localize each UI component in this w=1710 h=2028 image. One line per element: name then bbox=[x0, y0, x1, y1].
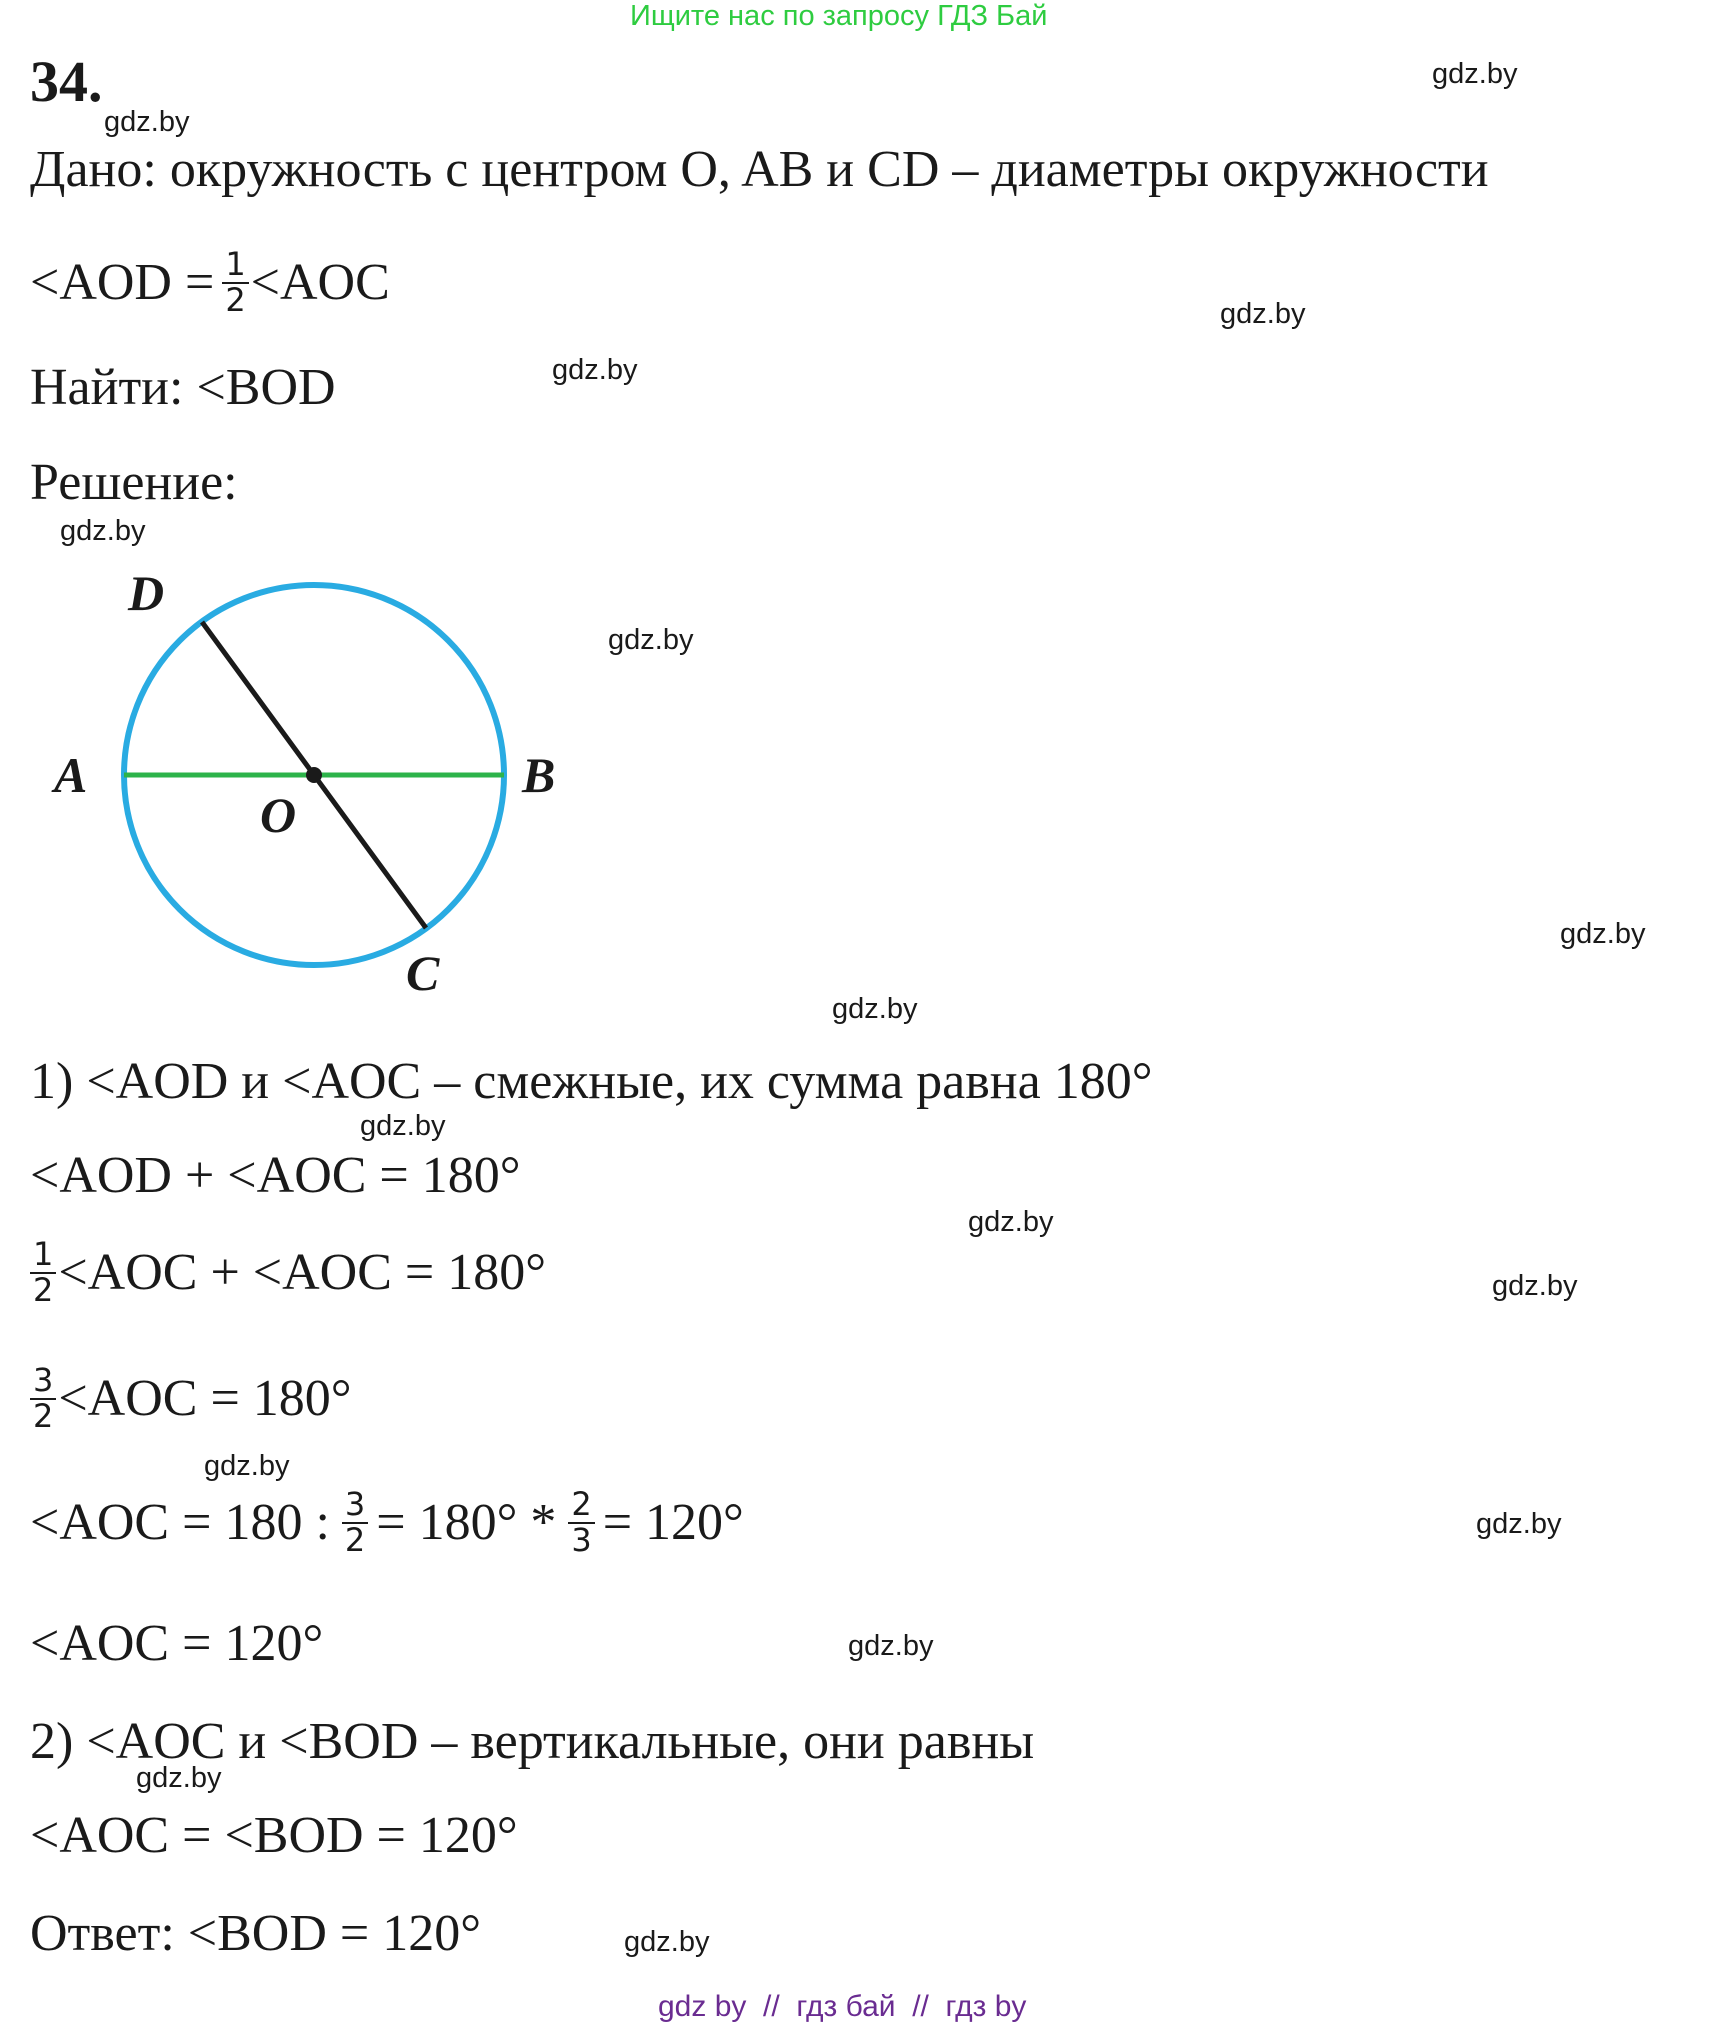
fraction-three-halves bbox=[342, 1485, 368, 1559]
step-1: 1) <AOD и <AOC – смежные, их сумма равна 180° bbox=[30, 1053, 1153, 1110]
solution-label: Решение: bbox=[30, 454, 238, 511]
label-c: C bbox=[406, 945, 440, 1001]
given-angle-relation bbox=[30, 245, 390, 319]
footer-links[interactable]: gdz by // гдз бай // гдз by bbox=[658, 1990, 1027, 2023]
step-8: <AOC = <BOD = 120° bbox=[30, 1807, 518, 1864]
watermark: gdz.by bbox=[624, 1926, 710, 1958]
watermark: gdz.by bbox=[60, 515, 146, 547]
step-5 bbox=[30, 1485, 744, 1559]
step-7: 2) <AOC и <BOD – вертикальные, они равны bbox=[30, 1713, 1035, 1770]
fraction-three-halves bbox=[30, 1361, 56, 1435]
fraction-denominator: 2 bbox=[33, 1396, 54, 1435]
fraction-one-half bbox=[222, 245, 248, 319]
center-point bbox=[306, 767, 322, 783]
step-6: <AOC = 120° bbox=[30, 1615, 324, 1672]
step-5-part-b: = 180° * bbox=[376, 1493, 557, 1551]
fraction-two-thirds bbox=[568, 1485, 594, 1559]
circle-diagram bbox=[40, 570, 600, 1020]
fraction-denominator: 2 bbox=[344, 1520, 366, 1559]
label-d: D bbox=[128, 570, 165, 621]
label-b: B bbox=[522, 747, 556, 803]
fraction-numerator: 3 bbox=[30, 1364, 56, 1400]
step-3 bbox=[30, 1235, 547, 1309]
step-2: <AOD + <AOC = 180° bbox=[30, 1147, 521, 1204]
watermark: gdz.by bbox=[204, 1450, 290, 1482]
given-angle-right: <AOC bbox=[250, 253, 390, 311]
watermark: gdz.by bbox=[136, 1762, 222, 1794]
fraction-numerator: 2 bbox=[568, 1488, 594, 1524]
fraction-one-half bbox=[30, 1235, 56, 1309]
step-5-part-a: <AOC = 180 : bbox=[30, 1493, 330, 1551]
problem-number: 34. bbox=[30, 49, 103, 114]
fraction-numerator: 1 bbox=[222, 248, 248, 284]
watermark: gdz.by bbox=[1432, 58, 1518, 90]
watermark: gdz.by bbox=[360, 1110, 446, 1142]
fraction-denominator: 2 bbox=[33, 1270, 54, 1309]
fraction-numerator: 1 bbox=[30, 1238, 56, 1274]
watermark: gdz.by bbox=[1220, 298, 1306, 330]
fraction-denominator: 2 bbox=[225, 280, 246, 319]
step-5-part-c: = 120° bbox=[602, 1493, 744, 1551]
watermark: gdz.by bbox=[552, 354, 638, 386]
watermark: gdz.by bbox=[832, 993, 918, 1025]
given-angle-left: <AOD = bbox=[30, 253, 215, 311]
given-line: Дано: окружность с центром O, AB и CD – диаметры окружности bbox=[30, 141, 1489, 198]
watermark: gdz.by bbox=[848, 1630, 934, 1662]
find-line: Найти: <BOD bbox=[30, 359, 336, 416]
label-o: O bbox=[260, 787, 297, 843]
step-3-text: <AOC + <AOC = 180° bbox=[58, 1243, 547, 1301]
step-4 bbox=[30, 1361, 352, 1435]
watermark: gdz.by bbox=[968, 1206, 1054, 1238]
fraction-denominator: 3 bbox=[571, 1520, 592, 1559]
top-banner: Ищите нас по запросу ГДЗ Бай bbox=[630, 0, 1048, 32]
label-a: A bbox=[54, 747, 88, 803]
watermark: gdz.by bbox=[1476, 1508, 1562, 1540]
watermark: gdz.by bbox=[1560, 918, 1646, 950]
watermark: gdz.by bbox=[608, 624, 694, 656]
watermark: gdz.by bbox=[104, 106, 190, 138]
fraction-numerator: 3 bbox=[342, 1488, 368, 1524]
answer-line: Ответ: <BOD = 120° bbox=[30, 1905, 482, 1962]
step-4-text: <AOC = 180° bbox=[58, 1369, 352, 1427]
watermark: gdz.by bbox=[1492, 1270, 1578, 1302]
